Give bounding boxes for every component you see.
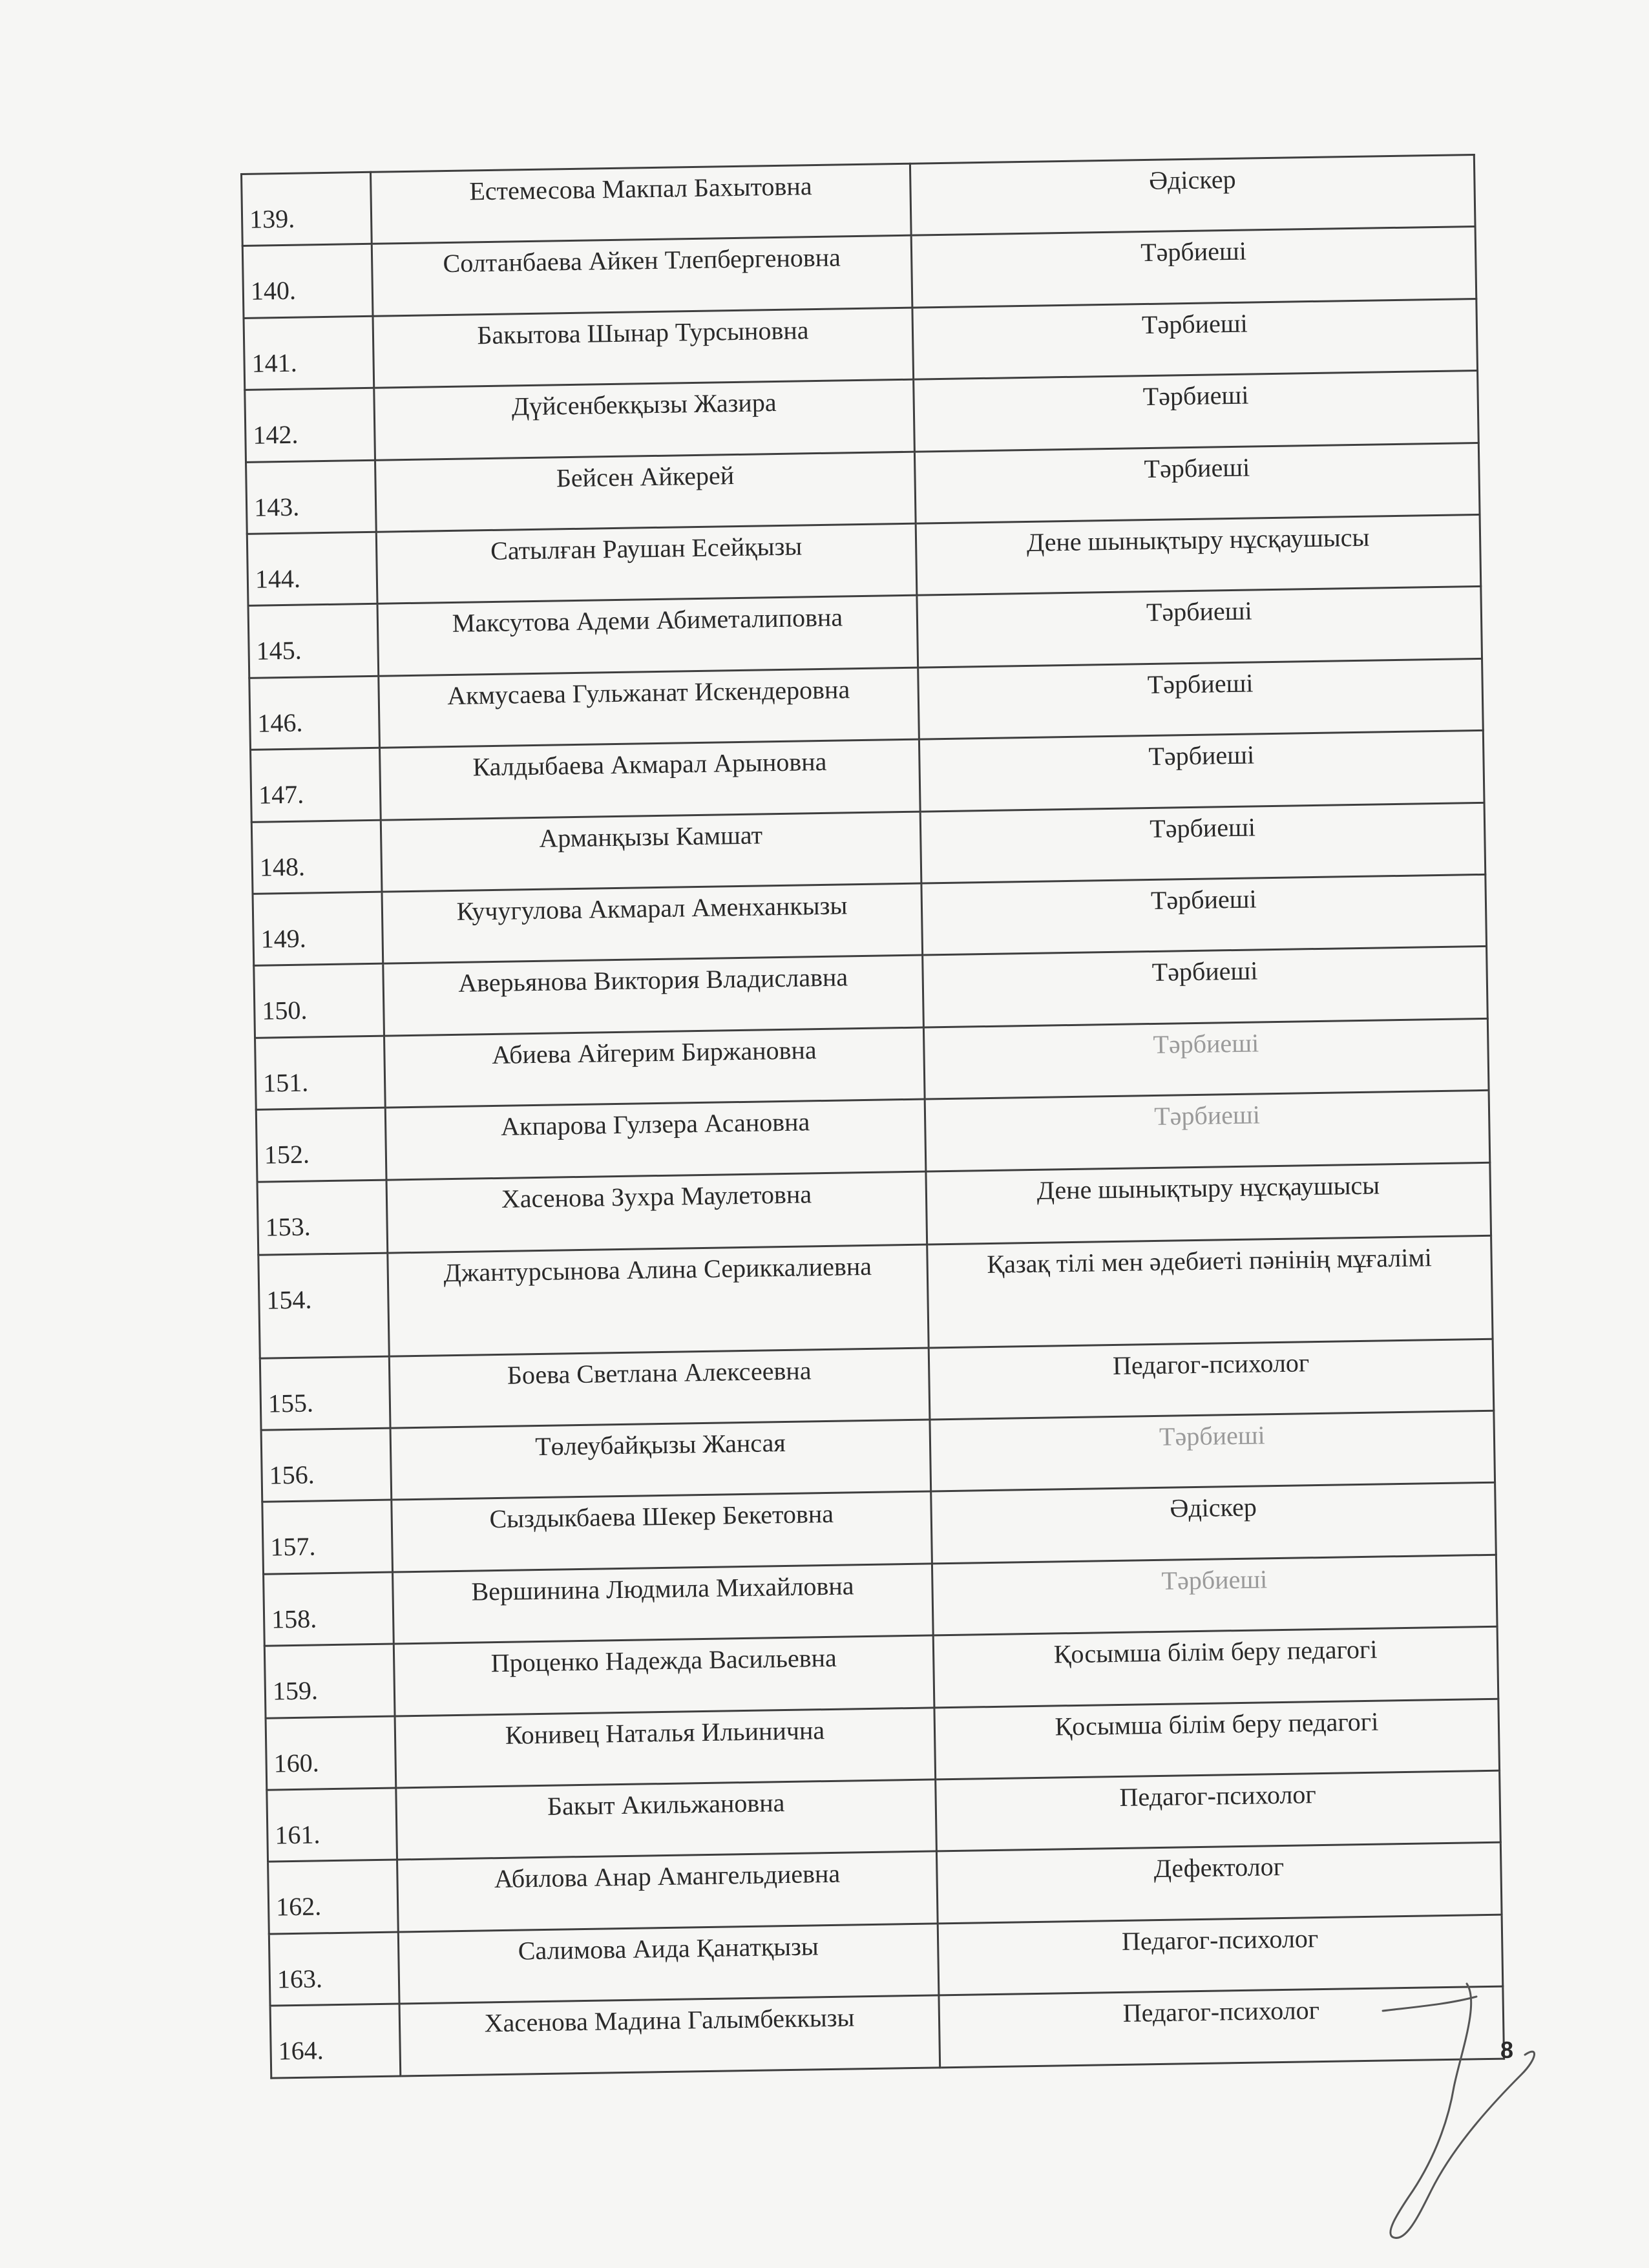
employee-name: Бакытова Шынар Турсыновна bbox=[373, 308, 914, 388]
table-row bbox=[258, 1235, 1493, 1358]
employee-name: Акмусаева Гульжанат Искендеровна bbox=[379, 667, 919, 748]
row-number: 139. bbox=[242, 172, 372, 246]
employee-name: Сыздыкбаева Шекер Бекетовна bbox=[392, 1491, 932, 1572]
employee-position: Қазақ тілі мен әдебиеті пәнінің мұғалімі bbox=[927, 1235, 1493, 1347]
row-number: 146. bbox=[249, 676, 380, 750]
employee-name: Аверьянова Виктория Владиславна bbox=[383, 956, 924, 1036]
employee-position: Дене шынықтыру нұсқаушысы bbox=[926, 1162, 1491, 1244]
row-number: 145. bbox=[248, 604, 379, 678]
employee-position: Әдіскер bbox=[931, 1483, 1497, 1564]
row-number: 148. bbox=[251, 820, 382, 894]
employee-position: Әдіскер bbox=[910, 155, 1475, 236]
employee-position: Тәрбиеші bbox=[925, 1091, 1490, 1171]
employee-position: Тәрбиеші bbox=[911, 227, 1476, 308]
employee-name: Төлеубайқызы Жансая bbox=[390, 1420, 931, 1500]
employee-name: Хасенова Мадина Галымбеккызы bbox=[399, 1995, 940, 2076]
employee-name: Боева Светлана Алексеевна bbox=[389, 1348, 930, 1429]
row-number: 143. bbox=[246, 460, 377, 534]
employee-name: Калдыбаева Акмарал Арыновна bbox=[379, 739, 920, 820]
employee-name: Арманқызы Камшат bbox=[381, 812, 921, 892]
employee-name: Дүйсенбекқызы Жазира bbox=[374, 379, 915, 460]
employee-name: Бейсен Айкерей bbox=[375, 452, 916, 532]
row-number: 147. bbox=[251, 748, 381, 822]
row-number: 155. bbox=[260, 1356, 390, 1431]
staff-table bbox=[240, 154, 1505, 2079]
employee-position: Тәрбиеші bbox=[914, 443, 1480, 523]
employee-position: Педагог-психолог bbox=[938, 1915, 1503, 1995]
employee-position: Қосымша білім беру педагогі bbox=[933, 1626, 1498, 1707]
employee-name: Вершинина Людмила Михайловна bbox=[393, 1564, 934, 1644]
employee-position: Дене шынықтыру нұсқаушысы bbox=[916, 514, 1481, 595]
employee-position: Тәрбиеші bbox=[930, 1411, 1495, 1491]
row-number: 158. bbox=[264, 1572, 394, 1646]
row-number: 160. bbox=[266, 1716, 396, 1790]
employee-name: Проценко Надежда Васильевна bbox=[394, 1635, 934, 1716]
staff-table-body bbox=[242, 155, 1504, 2079]
employee-name: Кучугулова Акмарал Аменханкызы bbox=[382, 883, 923, 964]
staff-list-page bbox=[240, 154, 1503, 2079]
employee-name: Максутова Адеми Абиметалиповна bbox=[377, 596, 918, 677]
row-number: 164. bbox=[270, 2004, 401, 2078]
signature-icon bbox=[1370, 1977, 1564, 2249]
row-number: 162. bbox=[268, 1860, 399, 1934]
employee-name: Конивец Наталья Ильинична bbox=[395, 1708, 936, 1789]
employee-name: Салимова Аида Қанатқызы bbox=[398, 1924, 939, 2004]
row-number: 141. bbox=[244, 316, 374, 390]
row-number: 142. bbox=[245, 388, 375, 463]
employee-position: Тәрбиеші bbox=[918, 658, 1484, 739]
row-number: 161. bbox=[267, 1788, 397, 1862]
row-number: 140. bbox=[242, 244, 373, 319]
employee-name: Солтанбаева Айкен Тлепбергеновна bbox=[372, 236, 912, 317]
employee-position: Педагог-психолог bbox=[929, 1339, 1494, 1420]
employee-position: Қосымша білім беру педагогі bbox=[934, 1699, 1500, 1780]
employee-position: Тәрбиеші bbox=[932, 1555, 1497, 1635]
employee-name: Сатылған Раушан Есейқызы bbox=[376, 523, 917, 604]
employee-name: Бакыт Акильжановна bbox=[396, 1780, 937, 1860]
row-number: 159. bbox=[264, 1644, 395, 1718]
employee-name: Акпарова Гулзера Асановна bbox=[385, 1099, 926, 1180]
employee-position: Тәрбиеші bbox=[921, 874, 1487, 955]
employee-position: Тәрбиеші bbox=[914, 371, 1479, 452]
row-number: 152. bbox=[256, 1108, 386, 1182]
employee-name: Абиева Айгерим Биржановна bbox=[384, 1027, 925, 1108]
employee-position: Педагог-психолог bbox=[936, 1770, 1501, 1851]
row-number: 150. bbox=[254, 964, 384, 1038]
employee-position: Тәрбиеші bbox=[912, 299, 1478, 379]
employee-name: Джантурсынова Алина Сериккалиевна bbox=[388, 1244, 929, 1356]
employee-name: Абилова Анар Амангельдиевна bbox=[397, 1851, 938, 1932]
employee-position: Тәрбиеші bbox=[919, 731, 1484, 812]
row-number: 153. bbox=[257, 1180, 388, 1255]
employee-position: Тәрбиеші bbox=[917, 587, 1482, 667]
row-number: 154. bbox=[258, 1253, 389, 1358]
employee-position: Дефектолог bbox=[936, 1843, 1502, 1924]
row-number: 156. bbox=[261, 1428, 392, 1502]
row-number: 151. bbox=[255, 1036, 386, 1110]
employee-name: Естемесова Макпал Бахытовна bbox=[370, 163, 911, 244]
row-number: 157. bbox=[262, 1500, 393, 1575]
employee-name: Хасенова Зухра Маулетовна bbox=[386, 1171, 927, 1253]
row-number: 144. bbox=[247, 532, 377, 606]
employee-position: Тәрбиеші bbox=[920, 803, 1486, 883]
employee-position: Тәрбиеші bbox=[923, 947, 1488, 1027]
employee-position: Тәрбиеші bbox=[923, 1018, 1489, 1099]
row-number: 149. bbox=[253, 892, 383, 966]
employee-position: Педагог-психолог bbox=[939, 1986, 1504, 2067]
row-number: 163. bbox=[269, 1932, 399, 2006]
page-number: 8 bbox=[1500, 2037, 1514, 2063]
